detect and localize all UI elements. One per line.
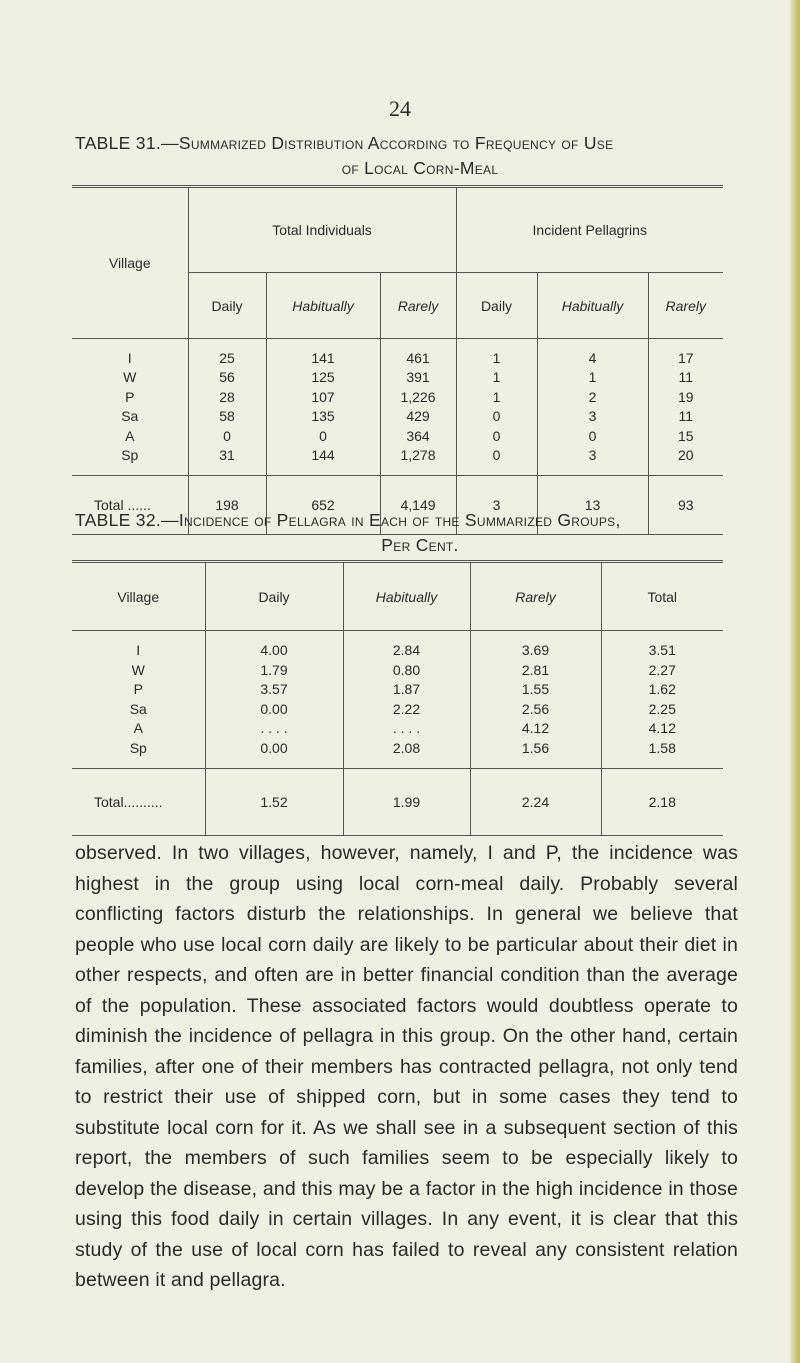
t31-cell: 15 xyxy=(677,427,694,444)
t31-cell: 3 xyxy=(588,447,597,463)
t31-col-inc-habitually xyxy=(537,339,648,476)
t32-cell: 2.27 xyxy=(648,661,676,678)
table-32 xyxy=(72,560,723,836)
t32-col-habitually xyxy=(343,631,470,769)
t31-cell: 135 xyxy=(311,408,335,424)
t31-total-cell: 652 xyxy=(266,476,380,535)
t32-cell: W xyxy=(131,661,145,678)
t31-cell: Sp xyxy=(121,447,139,463)
t32-cell: 1.62 xyxy=(648,681,676,697)
t31-cell: 11 xyxy=(678,408,694,424)
table-31 xyxy=(72,185,723,535)
table-32-caption xyxy=(75,508,765,558)
t32-cell: 3.51 xyxy=(648,642,676,658)
t31-header-incident-pellagrins: Incident Pellagrins xyxy=(456,187,723,273)
t32-cell: I xyxy=(136,642,141,658)
t31-total-label: Total ...... xyxy=(72,476,188,535)
t31-total-cell: 13 xyxy=(537,476,648,535)
t32-header-village: Village xyxy=(72,562,205,631)
t32-cell: 3.57 xyxy=(260,681,288,697)
t31-header-village: Village xyxy=(72,187,188,339)
t31-col-total-habitually xyxy=(266,339,380,476)
t32-cell: 2.84 xyxy=(392,642,421,658)
t31-cell: 429 xyxy=(406,408,430,424)
t31-col-total-rarely xyxy=(380,339,456,476)
t31-cell: 17 xyxy=(677,349,694,366)
t31-cell: I xyxy=(127,349,132,366)
t32-total-cell: 2.18 xyxy=(601,769,723,836)
t31-total-cell: 3 xyxy=(456,476,537,535)
t31-cell: 1 xyxy=(492,369,501,385)
t32-cell: 1.56 xyxy=(521,739,550,756)
t31-cell: 144 xyxy=(311,447,335,463)
t31-cell: 364 xyxy=(406,427,430,444)
t31-cell: W xyxy=(123,369,137,385)
t31-header-inc-habitually: Habitually xyxy=(537,273,648,339)
t31-cell: 1 xyxy=(588,369,597,385)
t31-col-inc-daily xyxy=(456,339,537,476)
t31-cell: 31 xyxy=(219,447,235,463)
t31-total-cell: 93 xyxy=(648,476,723,535)
t31-cell: 25 xyxy=(219,349,235,366)
t31-col-village xyxy=(72,339,188,476)
t31-cell: 0 xyxy=(492,427,501,444)
t31-cell: 107 xyxy=(311,388,335,405)
t31-cell: 19 xyxy=(677,388,694,405)
table-31-caption-title: Summarized Distribution According to Frequency of Use xyxy=(178,133,614,153)
t31-col-total-daily xyxy=(188,339,266,476)
t32-cell: 4.12 xyxy=(521,720,550,736)
table-32-caption-title: Incidence of Pellagra in Each of the Summarized Groups, xyxy=(178,510,621,530)
t32-cell: 2.22 xyxy=(392,700,421,717)
t31-cell: 0 xyxy=(223,427,231,444)
t31-cell: 56 xyxy=(219,369,235,385)
t31-header-inc-daily: Daily xyxy=(456,273,537,339)
t32-col-total xyxy=(601,631,723,769)
t31-cell: 0 xyxy=(588,427,597,444)
t31-header-total-rarely: Rarely xyxy=(380,273,456,339)
t31-cell: 141 xyxy=(311,349,335,366)
t31-cell: A xyxy=(125,427,135,444)
t31-cell: 391 xyxy=(406,369,430,385)
t32-cell: Sp xyxy=(129,739,147,756)
page-edge xyxy=(790,0,800,1363)
t31-cell: 0 xyxy=(492,447,501,463)
t32-cell: 0.00 xyxy=(260,739,288,756)
t32-header-total: Total xyxy=(601,562,723,631)
t31-total-cell: 4,149 xyxy=(380,476,456,535)
t31-header-total-individuals: Total Individuals xyxy=(188,187,456,273)
t31-cell: 0 xyxy=(319,427,327,444)
t31-cell: 20 xyxy=(677,447,694,463)
t31-cell: 11 xyxy=(678,369,694,385)
table-32-caption-prefix: TABLE 32.— xyxy=(75,510,179,530)
t32-cell: 2.25 xyxy=(648,700,676,717)
t32-cell: 4.12 xyxy=(648,720,676,736)
body-paragraph: observed. In two villages, however, namely, I and P, the incidence was highest in the group using local corn-meal daily. Probably several conflicting factors disturb the relationships. In general we believe that people who use local corn daily are likely to be particular about their diet in other respects, and often are in better financial condition than the average of the population. These associated factors would doubtless operate to diminish the incidence of pellagra in this group. On the other hand, certain families, after one of their members has contracted pellagra, not only tend to restrict their use of shipped corn, but in some cases they tend to substitute local corn for it. As we shall see in a subsequent section of this report, the members of such families seem to be especially likely to develop the disease, and this may be a factor in the high incidence in those using this food daily in certain villages. In any event, it is clear that this study of the use of local corn has failed to reveal any consistent relation between it and pellagra. xyxy=(75,842,738,1291)
t31-header-total-daily: Daily xyxy=(188,273,266,339)
t32-cell: 1.79 xyxy=(260,661,288,678)
t32-cell: P xyxy=(133,681,143,697)
t32-cell: 2.56 xyxy=(521,700,550,717)
t32-cell: . . . . xyxy=(260,720,288,736)
t31-col-inc-rarely xyxy=(648,339,723,476)
t31-cell: 58 xyxy=(219,408,235,424)
t31-cell: 3 xyxy=(588,408,597,424)
t32-cell: 1.55 xyxy=(521,681,550,697)
t32-header-rarely: Rarely xyxy=(470,562,601,631)
t31-cell: 1 xyxy=(492,349,501,366)
t31-cell: 1 xyxy=(492,388,501,405)
t32-cell: 0.80 xyxy=(392,661,421,678)
t31-header-total-habitually: Habitually xyxy=(266,273,380,339)
t32-col-daily xyxy=(205,631,343,769)
table-31-caption-prefix: TABLE 31.— xyxy=(75,133,179,153)
t31-header-inc-rarely: Rarely xyxy=(648,273,723,339)
t32-cell: A xyxy=(133,720,143,736)
t32-total-cell: 1.99 xyxy=(343,769,470,836)
t31-total-cell: 198 xyxy=(188,476,266,535)
t32-cell: 0.00 xyxy=(260,700,288,717)
t32-cell: . . . . xyxy=(392,720,421,736)
t31-cell: 2 xyxy=(588,388,597,405)
t32-cell: Sa xyxy=(129,700,147,717)
t31-cell: 0 xyxy=(492,408,501,424)
page-number: 24 xyxy=(389,96,411,121)
t31-cell: 1,278 xyxy=(400,447,436,463)
table-31-caption xyxy=(75,131,765,181)
t32-total-cell: 2.24 xyxy=(470,769,601,836)
t32-col-village xyxy=(72,631,205,769)
t32-cell: 1.87 xyxy=(392,681,421,697)
t32-cell: 1.58 xyxy=(648,739,676,756)
t31-cell: P xyxy=(125,388,135,405)
t31-cell: 28 xyxy=(219,388,235,405)
table-31-caption-line2: of Local Corn-Meal xyxy=(341,158,499,178)
t32-cell: 2.81 xyxy=(521,661,550,678)
table-32-caption-line2: Per Cent. xyxy=(381,535,459,555)
t31-cell: 461 xyxy=(406,349,430,366)
t32-header-habitually: Habitually xyxy=(343,562,470,631)
t32-cell: 4.00 xyxy=(260,642,288,658)
t32-col-rarely xyxy=(470,631,601,769)
t32-cell: 3.69 xyxy=(521,642,550,658)
t31-cell: Sa xyxy=(121,408,139,424)
t32-total-label: Total.......... xyxy=(72,769,205,836)
t31-cell: 125 xyxy=(311,369,335,385)
t31-cell: 4 xyxy=(588,349,597,366)
t31-cell: 1,226 xyxy=(400,388,436,405)
t32-total-cell: 1.52 xyxy=(205,769,343,836)
t32-header-daily: Daily xyxy=(205,562,343,631)
t32-cell: 2.08 xyxy=(392,739,421,756)
